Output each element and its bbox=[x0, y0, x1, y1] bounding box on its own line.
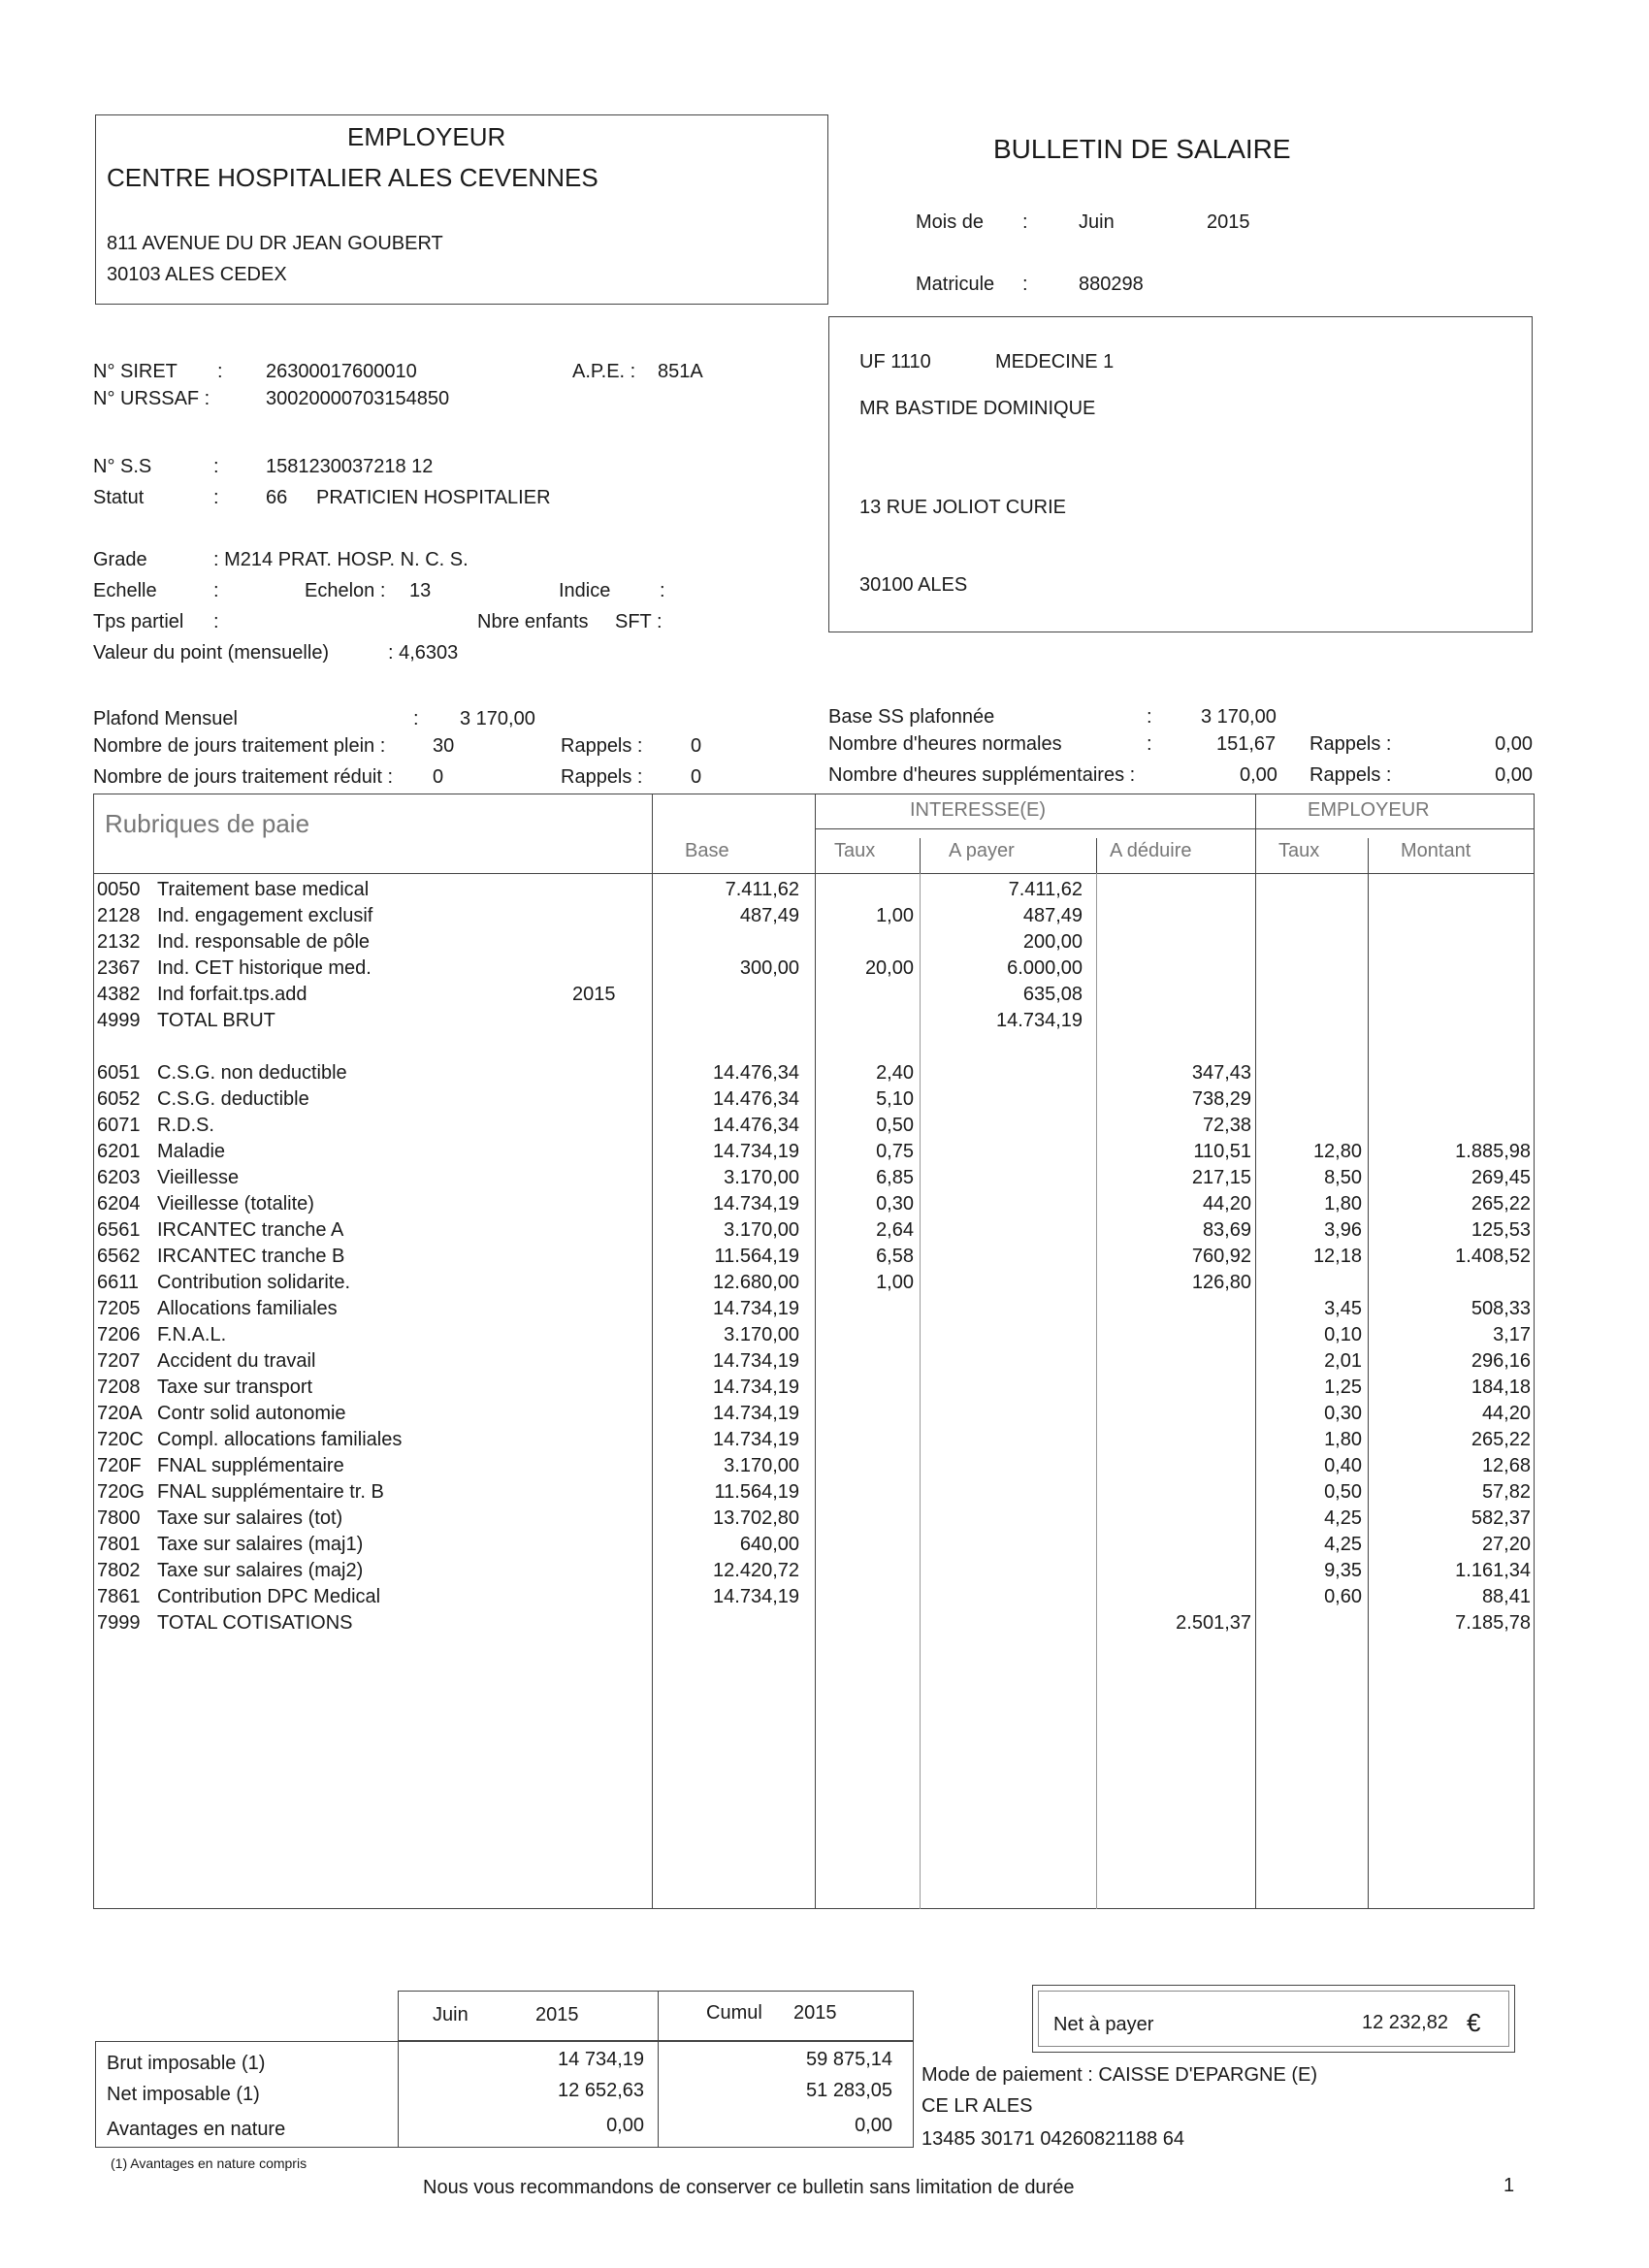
rappels-reduit-value: 0 bbox=[691, 766, 702, 788]
statut-colon: : bbox=[213, 487, 219, 508]
row-employeur-taux: 2,01 bbox=[1324, 1350, 1362, 1372]
row-base: 11.564,19 bbox=[714, 1246, 799, 1267]
row-label: TOTAL BRUT bbox=[157, 1010, 275, 1031]
row-label: Taxe sur salaires (maj1) bbox=[157, 1534, 364, 1555]
echelon-label: Echelon : bbox=[305, 580, 386, 601]
row-montant: 1.161,34 bbox=[1455, 1560, 1531, 1581]
row-employeur-taux: 12,80 bbox=[1312, 1141, 1362, 1162]
month-label: Mois de bbox=[916, 211, 985, 233]
rappels-plein-value: 0 bbox=[691, 735, 702, 757]
net-a-payer-value: 12 232,82 bbox=[1362, 2012, 1448, 2033]
tps-partiel-colon: : bbox=[213, 611, 219, 632]
row-code: 7800 bbox=[97, 1507, 141, 1529]
payment-mode: Mode de paiement : CAISSE D'EPARGNE (E) bbox=[922, 2064, 1318, 2086]
rubriques-header: Rubriques de paie bbox=[105, 809, 310, 838]
row-taux: 2,40 bbox=[876, 1062, 914, 1084]
row-taux: 0,50 bbox=[876, 1115, 914, 1136]
matricule-colon: : bbox=[1022, 274, 1028, 295]
page-number: 1 bbox=[1504, 2175, 1515, 2196]
matricule-label: Matricule bbox=[916, 274, 995, 295]
row-base: 14.734,19 bbox=[713, 1193, 799, 1215]
row-base: 14.476,34 bbox=[713, 1115, 799, 1136]
table-row bbox=[0, 1375, 1649, 1401]
apayer-header: A payer bbox=[949, 840, 1015, 861]
employee-address-line2: 30100 ALES bbox=[859, 574, 968, 596]
plafond-value: 3 170,00 bbox=[460, 708, 535, 729]
row-montant: 1.408,52 bbox=[1455, 1246, 1531, 1267]
heures-normales-label: Nombre d'heures normales bbox=[828, 733, 1062, 755]
row-montant: 7.185,78 bbox=[1455, 1612, 1531, 1634]
row-label: Ind. engagement exclusif bbox=[157, 905, 373, 926]
row-label: R.D.S. bbox=[157, 1115, 214, 1136]
rappels-right-value-2: 0,00 bbox=[1495, 764, 1533, 786]
table-row bbox=[0, 903, 1649, 929]
row-label: TOTAL COTISATIONS bbox=[157, 1612, 353, 1634]
indice-colon: : bbox=[660, 580, 665, 601]
row-employeur-taux: 4,25 bbox=[1324, 1507, 1362, 1529]
row-base: 11.564,19 bbox=[714, 1481, 799, 1503]
employeur-header: EMPLOYEUR bbox=[1308, 799, 1430, 821]
row-code: 7861 bbox=[97, 1586, 141, 1607]
jours-reduit-value: 0 bbox=[433, 766, 444, 788]
row-employeur-taux: 0,30 bbox=[1324, 1403, 1362, 1424]
net-imposable-cumul: 51 283,05 bbox=[806, 2080, 892, 2101]
month-colon: : bbox=[1022, 211, 1028, 233]
table-row bbox=[0, 1558, 1649, 1584]
row-code: 7802 bbox=[97, 1560, 141, 1581]
row-code: 6203 bbox=[97, 1167, 141, 1188]
plafond-colon: : bbox=[413, 708, 419, 729]
sft-label: SFT : bbox=[615, 611, 663, 632]
row-montant: 582,37 bbox=[1471, 1507, 1531, 1529]
enfants-label: Nbre enfants bbox=[477, 611, 589, 632]
row-code: 2367 bbox=[97, 957, 141, 979]
table-row bbox=[0, 1191, 1649, 1217]
row-adeduire: 110,51 bbox=[1193, 1141, 1251, 1162]
employer-address-line2: 30103 ALES CEDEX bbox=[107, 264, 287, 285]
row-label: C.S.G. deductible bbox=[157, 1088, 309, 1110]
avantages-month: 0,00 bbox=[606, 2115, 644, 2136]
heures-supp-label: Nombre d'heures supplémentaires : bbox=[828, 764, 1136, 786]
row-employeur-taux: 9,35 bbox=[1324, 1560, 1362, 1581]
brut-imposable-label: Brut imposable (1) bbox=[107, 2053, 266, 2074]
row-label: F.N.A.L. bbox=[157, 1324, 227, 1345]
row-label: C.S.G. non deductible bbox=[157, 1062, 347, 1084]
row-adeduire: 760,92 bbox=[1191, 1246, 1251, 1267]
row-base: 640,00 bbox=[739, 1534, 799, 1555]
row-code: 2128 bbox=[97, 905, 141, 926]
rappels-right-value-1: 0,00 bbox=[1495, 733, 1533, 755]
totals-month: Juin bbox=[433, 2004, 469, 2025]
row-apayer: 6.000,00 bbox=[1007, 957, 1083, 979]
row-code: 6562 bbox=[97, 1246, 141, 1267]
row-employeur-taux: 0,50 bbox=[1324, 1481, 1362, 1503]
row-label: Vieillesse (totalite) bbox=[157, 1193, 314, 1215]
row-label: Ind. responsable de pôle bbox=[157, 931, 371, 953]
row-base: 3.170,00 bbox=[724, 1167, 799, 1188]
row-adeduire: 44,20 bbox=[1202, 1193, 1251, 1215]
montant-header: Montant bbox=[1401, 840, 1471, 861]
row-taux: 20,00 bbox=[864, 957, 914, 979]
year-value: 2015 bbox=[1207, 211, 1250, 233]
totals-body-divider-1 bbox=[398, 2041, 399, 2148]
table-row bbox=[0, 956, 1649, 982]
col-divider-apayer bbox=[1096, 838, 1097, 873]
row-label: Taxe sur salaires (tot) bbox=[157, 1507, 343, 1529]
ss-value: 1581230037218 12 bbox=[266, 456, 434, 477]
table-row bbox=[0, 877, 1649, 903]
totals-body-divider-2 bbox=[658, 2041, 659, 2148]
totals-year: 2015 bbox=[535, 2004, 579, 2025]
matricule-value: 880298 bbox=[1079, 274, 1144, 295]
jours-plein-value: 30 bbox=[433, 735, 455, 757]
row-apayer: 487,49 bbox=[1022, 905, 1083, 926]
interesse-header-underline bbox=[815, 828, 1255, 829]
heures-supp-value: 0,00 bbox=[1240, 764, 1277, 786]
row-base: 13.702,80 bbox=[713, 1507, 799, 1529]
row-code: 7801 bbox=[97, 1534, 141, 1555]
row-label: Contribution solidarite. bbox=[157, 1272, 350, 1293]
base-ss-label: Base SS plafonnée bbox=[828, 706, 995, 728]
row-base: 14.734,19 bbox=[713, 1586, 799, 1607]
heures-normales-value: 151,67 bbox=[1216, 733, 1277, 755]
row-code: 6201 bbox=[97, 1141, 141, 1162]
row-code: 720C bbox=[97, 1429, 144, 1450]
row-montant: 44,20 bbox=[1481, 1403, 1531, 1424]
row-base: 14.734,19 bbox=[713, 1429, 799, 1450]
employer-heading: EMPLOYEUR bbox=[347, 122, 506, 151]
row-employeur-taux: 0,10 bbox=[1324, 1324, 1362, 1345]
row-base: 14.734,19 bbox=[713, 1141, 799, 1162]
row-label: FNAL supplémentaire bbox=[157, 1455, 344, 1476]
row-apayer: 7.411,62 bbox=[1008, 879, 1083, 900]
table-row bbox=[0, 929, 1649, 956]
echelle-label: Echelle bbox=[93, 580, 157, 601]
row-label: IRCANTEC tranche A bbox=[157, 1219, 344, 1241]
siret-value: 26300017600010 bbox=[266, 361, 417, 382]
row-taux: 0,75 bbox=[876, 1141, 914, 1162]
row-taux: 6,85 bbox=[876, 1167, 914, 1188]
row-code: 6561 bbox=[97, 1219, 141, 1241]
row-taux: 0,30 bbox=[876, 1193, 914, 1215]
row-base: 12.420,72 bbox=[713, 1560, 799, 1581]
net-a-payer-label: Net à payer bbox=[1053, 2014, 1154, 2035]
row-adeduire: 83,69 bbox=[1202, 1219, 1251, 1241]
grade-value: : M214 PRAT. HOSP. N. C. S. bbox=[213, 549, 469, 570]
ape-value: 851A bbox=[658, 361, 703, 382]
row-taux: 1,00 bbox=[876, 1272, 914, 1293]
row-apayer: 14.734,19 bbox=[996, 1010, 1083, 1031]
employer-address-line1: 811 AVENUE DU DR JEAN GOUBERT bbox=[107, 233, 443, 254]
footer-notice: Nous vous recommandons de conserver ce bulletin sans limitation de durée bbox=[423, 2177, 1075, 2198]
base-header: Base bbox=[685, 840, 729, 861]
table-row bbox=[0, 1086, 1649, 1113]
rappels-plein-label: Rappels : bbox=[561, 735, 643, 757]
row-label: Taxe sur salaires (maj2) bbox=[157, 1560, 364, 1581]
siret-colon: : bbox=[217, 361, 223, 382]
row-label: Ind. CET historique med. bbox=[157, 957, 372, 979]
row-code: 6611 bbox=[97, 1272, 140, 1293]
heures-normales-colon: : bbox=[1147, 733, 1152, 755]
payment-account: 13485 30171 04260821188 64 bbox=[922, 2128, 1185, 2150]
table-row bbox=[0, 1060, 1649, 1086]
table-row bbox=[0, 1270, 1649, 1296]
row-apayer: 635,08 bbox=[1022, 984, 1083, 1005]
row-adeduire: 72,38 bbox=[1202, 1115, 1251, 1136]
indice-label: Indice bbox=[559, 580, 611, 601]
row-code: 0050 bbox=[97, 879, 141, 900]
row-montant: 12,68 bbox=[1481, 1455, 1531, 1476]
row-label: Contr solid autonomie bbox=[157, 1403, 346, 1424]
row-montant: 265,22 bbox=[1471, 1429, 1531, 1450]
row-taux: 1,00 bbox=[876, 905, 914, 926]
plafond-label: Plafond Mensuel bbox=[93, 708, 238, 729]
row-base: 7.411,62 bbox=[725, 879, 799, 900]
row-montant: 269,45 bbox=[1471, 1167, 1531, 1188]
table-row bbox=[0, 1427, 1649, 1453]
table-row bbox=[0, 1532, 1649, 1558]
row-montant: 125,53 bbox=[1471, 1219, 1531, 1241]
totals-cumul-year: 2015 bbox=[793, 2002, 837, 2024]
row-label: Accident du travail bbox=[157, 1350, 316, 1372]
table-row bbox=[0, 1113, 1649, 1139]
net-imposable-month: 12 652,63 bbox=[558, 2080, 644, 2101]
table-row bbox=[0, 982, 1649, 1008]
row-label: Compl. allocations familiales bbox=[157, 1429, 403, 1450]
row-code: 7999 bbox=[97, 1612, 141, 1634]
payment-bank: CE LR ALES bbox=[922, 2095, 1033, 2117]
document-title: BULLETIN DE SALAIRE bbox=[993, 134, 1291, 164]
row-taux: 6,58 bbox=[876, 1246, 914, 1267]
brut-imposable-month: 14 734,19 bbox=[558, 2049, 644, 2070]
urssaf-value: 30020000703154850 bbox=[266, 388, 450, 409]
table-row bbox=[0, 1322, 1649, 1348]
row-code: 720F bbox=[97, 1455, 142, 1476]
row-code: 7205 bbox=[97, 1298, 141, 1319]
row-montant: 3,17 bbox=[1493, 1324, 1531, 1345]
brut-imposable-cumul: 59 875,14 bbox=[806, 2049, 892, 2070]
row-employeur-taux: 0,40 bbox=[1324, 1455, 1362, 1476]
row-base: 3.170,00 bbox=[724, 1219, 799, 1241]
point-label: Valeur du point (mensuelle) bbox=[93, 642, 330, 664]
row-montant: 1.885,98 bbox=[1455, 1141, 1531, 1162]
service-name: MEDECINE 1 bbox=[995, 351, 1115, 373]
employeur-header-underline bbox=[1255, 828, 1535, 829]
row-employeur-taux: 0,60 bbox=[1324, 1586, 1362, 1607]
row-employeur-taux: 1,80 bbox=[1324, 1193, 1362, 1215]
row-employeur-taux: 12,18 bbox=[1312, 1246, 1362, 1267]
employeur-taux-header: Taux bbox=[1278, 840, 1320, 861]
row-code: 7206 bbox=[97, 1324, 141, 1345]
row-code: 6204 bbox=[97, 1193, 141, 1215]
row-montant: 88,41 bbox=[1481, 1586, 1531, 1607]
totals-footnote: (1) Avantages en nature compris bbox=[111, 2155, 307, 2171]
row-code: 720A bbox=[97, 1403, 143, 1424]
grade-label: Grade bbox=[93, 549, 147, 570]
row-taux: 2,64 bbox=[876, 1219, 914, 1241]
jours-reduit-label: Nombre de jours traitement réduit : bbox=[93, 766, 394, 788]
employer-name: CENTRE HOSPITALIER ALES CEVENNES bbox=[107, 163, 598, 192]
row-extra: 2015 bbox=[572, 984, 616, 1005]
avantages-cumul: 0,00 bbox=[855, 2115, 892, 2136]
row-base: 14.734,19 bbox=[713, 1403, 799, 1424]
row-employeur-taux: 3,96 bbox=[1324, 1219, 1362, 1241]
row-label: Taxe sur transport bbox=[157, 1377, 313, 1398]
row-base: 14.734,19 bbox=[713, 1350, 799, 1372]
row-base: 300,00 bbox=[739, 957, 799, 979]
table-row bbox=[0, 1584, 1649, 1610]
statut-value: PRATICIEN HOSPITALIER bbox=[316, 487, 551, 508]
row-code: 6051 bbox=[97, 1062, 141, 1084]
row-montant: 265,22 bbox=[1471, 1193, 1531, 1215]
base-ss-value: 3 170,00 bbox=[1201, 706, 1277, 728]
urssaf-label: N° URSSAF : bbox=[93, 388, 210, 409]
row-code: 6071 bbox=[97, 1115, 141, 1136]
table-row bbox=[0, 1401, 1649, 1427]
row-employeur-taux: 3,45 bbox=[1324, 1298, 1362, 1319]
row-base: 14.476,34 bbox=[713, 1062, 799, 1084]
tps-partiel-label: Tps partiel bbox=[93, 611, 184, 632]
row-montant: 296,16 bbox=[1471, 1350, 1531, 1372]
row-label: FNAL supplémentaire tr. B bbox=[157, 1481, 384, 1503]
euro-symbol: € bbox=[1467, 2008, 1481, 2037]
row-base: 12.680,00 bbox=[713, 1272, 799, 1293]
table-row bbox=[0, 1453, 1649, 1479]
net-imposable-label: Net imposable (1) bbox=[107, 2084, 260, 2105]
employee-name: MR BASTIDE DOMINIQUE bbox=[859, 398, 1096, 419]
row-code: 4999 bbox=[97, 1010, 141, 1031]
row-employeur-taux: 8,50 bbox=[1324, 1167, 1362, 1188]
row-montant: 184,18 bbox=[1471, 1377, 1531, 1398]
base-ss-colon: : bbox=[1147, 706, 1152, 728]
row-employeur-taux: 4,25 bbox=[1324, 1534, 1362, 1555]
statut-code: 66 bbox=[266, 487, 288, 508]
table-row bbox=[0, 1217, 1649, 1244]
row-base: 3.170,00 bbox=[724, 1324, 799, 1345]
row-label: Allocations familiales bbox=[157, 1298, 338, 1319]
table-row bbox=[0, 1034, 1649, 1060]
table-row bbox=[0, 1506, 1649, 1532]
row-apayer: 200,00 bbox=[1022, 931, 1083, 953]
row-base: 14.734,19 bbox=[713, 1377, 799, 1398]
interesse-header: INTERESSE(E) bbox=[910, 799, 1047, 821]
siret-label: N° SIRET bbox=[93, 361, 178, 382]
row-label: Vieillesse bbox=[157, 1167, 240, 1188]
row-adeduire: 2.501,37 bbox=[1176, 1612, 1251, 1634]
month-value: Juin bbox=[1079, 211, 1115, 233]
ss-label: N° S.S bbox=[93, 456, 152, 477]
table-row bbox=[0, 1348, 1649, 1375]
col-divider-taux bbox=[920, 838, 921, 873]
ape-label: A.P.E. : bbox=[572, 361, 636, 382]
row-employeur-taux: 1,25 bbox=[1324, 1377, 1362, 1398]
row-base: 3.170,00 bbox=[724, 1455, 799, 1476]
echelon-value: 13 bbox=[409, 580, 432, 601]
row-taux: 5,10 bbox=[876, 1088, 914, 1110]
row-base: 14.476,34 bbox=[713, 1088, 799, 1110]
table-row bbox=[0, 1008, 1649, 1034]
uf-code: UF 1110 bbox=[859, 351, 931, 373]
taux-header: Taux bbox=[834, 840, 876, 861]
row-employeur-taux: 1,80 bbox=[1324, 1429, 1362, 1450]
row-montant: 27,20 bbox=[1481, 1534, 1531, 1555]
row-adeduire: 738,29 bbox=[1191, 1088, 1251, 1110]
table-row bbox=[0, 1296, 1649, 1322]
table-row bbox=[0, 1479, 1649, 1506]
table-header-divider bbox=[93, 873, 1535, 874]
row-code: 720G bbox=[97, 1481, 145, 1503]
table-row bbox=[0, 1165, 1649, 1191]
table-row bbox=[0, 1139, 1649, 1165]
row-adeduire: 347,43 bbox=[1191, 1062, 1251, 1084]
employee-address-line1: 13 RUE JOLIOT CURIE bbox=[859, 497, 1067, 518]
echelle-colon: : bbox=[213, 580, 219, 601]
row-code: 6052 bbox=[97, 1088, 141, 1110]
jours-plein-label: Nombre de jours traitement plein : bbox=[93, 735, 386, 757]
rappels-reduit-label: Rappels : bbox=[561, 766, 643, 788]
avantages-label: Avantages en nature bbox=[107, 2119, 286, 2140]
row-montant: 57,82 bbox=[1481, 1481, 1531, 1503]
table-row bbox=[0, 1610, 1649, 1636]
rappels-right-label-2: Rappels : bbox=[1310, 764, 1392, 786]
point-value: : 4,6303 bbox=[388, 642, 459, 664]
rappels-right-label-1: Rappels : bbox=[1310, 733, 1392, 755]
row-base: 487,49 bbox=[739, 905, 799, 926]
row-adeduire: 217,15 bbox=[1191, 1167, 1251, 1188]
table-row bbox=[0, 1244, 1649, 1270]
row-montant: 508,33 bbox=[1471, 1298, 1531, 1319]
row-code: 7208 bbox=[97, 1377, 141, 1398]
row-label: Maladie bbox=[157, 1141, 226, 1162]
statut-label: Statut bbox=[93, 487, 145, 508]
row-base: 14.734,19 bbox=[713, 1298, 799, 1319]
row-code: 2132 bbox=[97, 931, 141, 953]
totals-header-divider bbox=[658, 1991, 659, 2041]
row-label: Contribution DPC Medical bbox=[157, 1586, 381, 1607]
row-label: IRCANTEC tranche B bbox=[157, 1246, 345, 1267]
adeduire-header: A déduire bbox=[1110, 840, 1192, 861]
row-code: 7207 bbox=[97, 1350, 141, 1372]
ss-colon: : bbox=[213, 456, 219, 477]
totals-cumul: Cumul bbox=[706, 2002, 762, 2024]
row-label: Traitement base medical bbox=[157, 879, 370, 900]
row-code: 4382 bbox=[97, 984, 141, 1005]
row-label: Ind forfait.tps.add bbox=[157, 984, 307, 1005]
row-adeduire: 126,80 bbox=[1191, 1272, 1251, 1293]
